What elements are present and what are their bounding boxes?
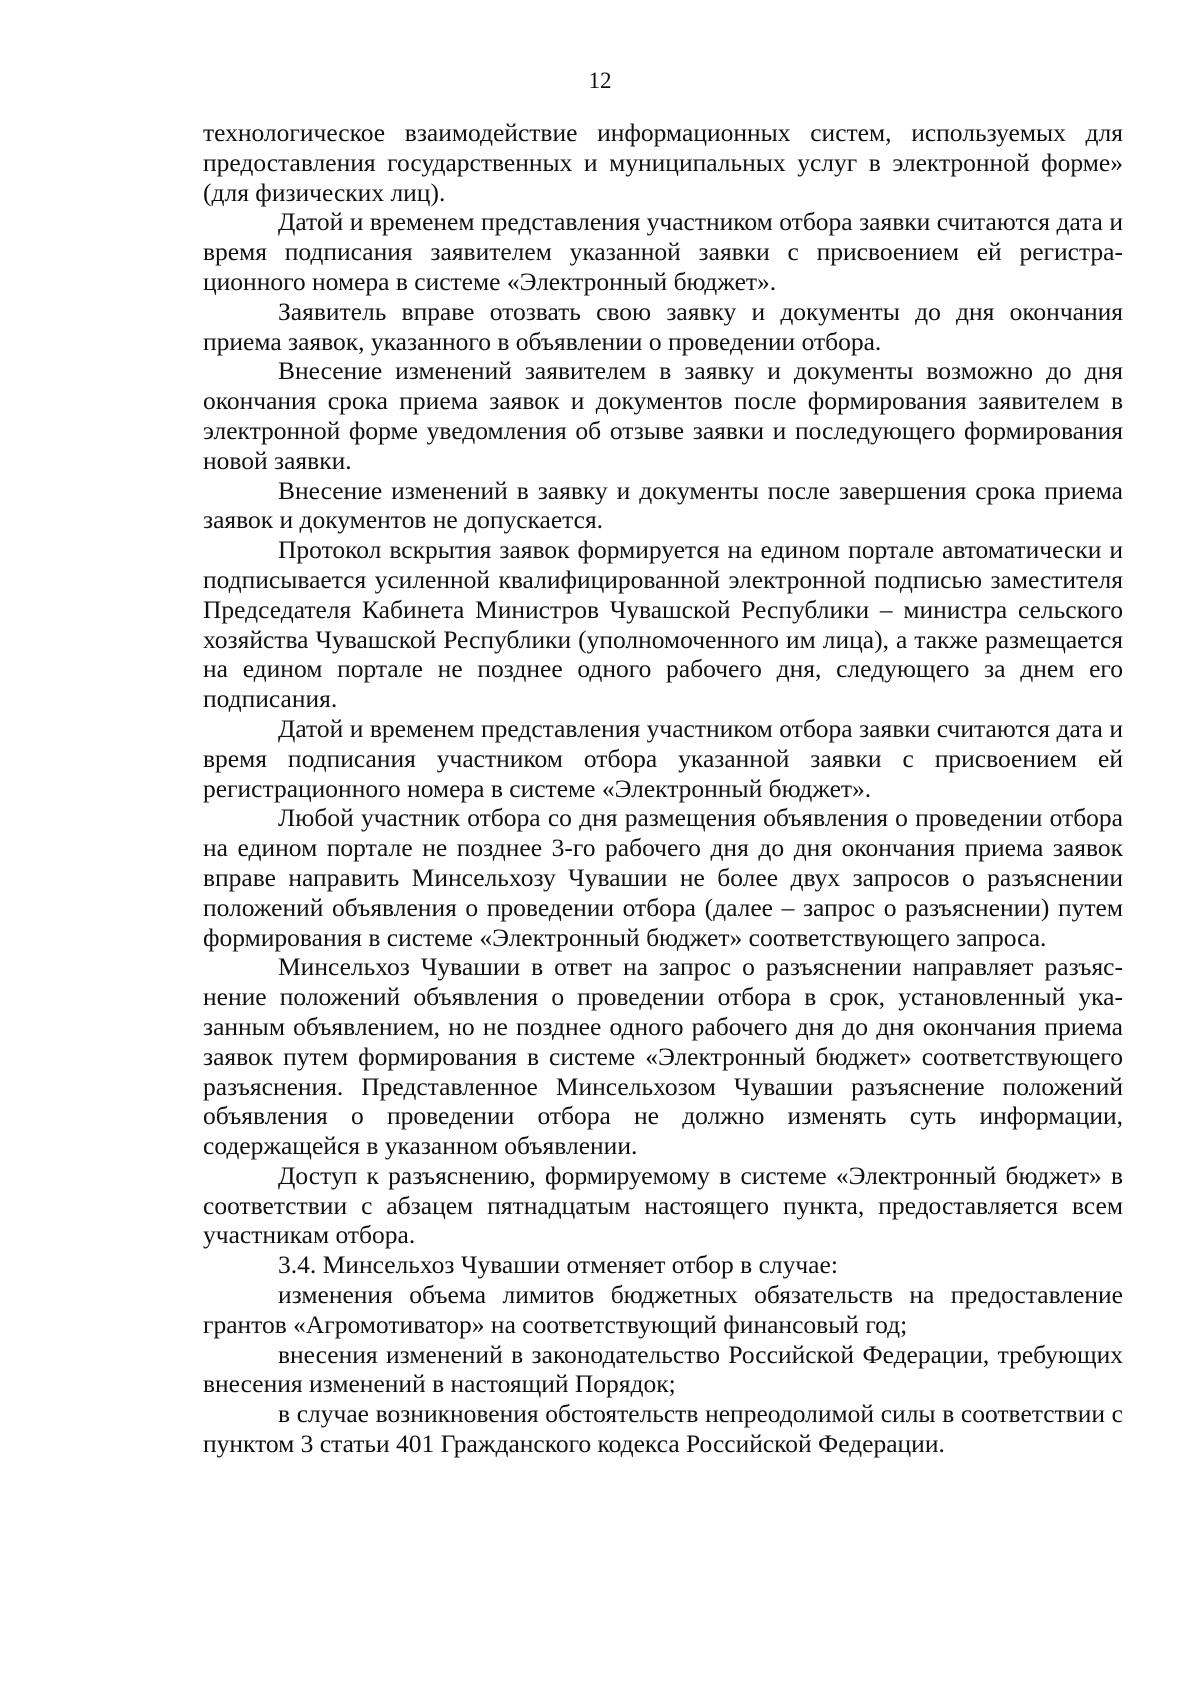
paragraph-amendments-deadline: Внесение изменений в заявку и документы после завершения срока приема заявок и документов не допускается. (203, 475, 1123, 535)
paragraph-participant-submission-date: Датой и временем представления участником отбора заявки считаются дата и время подписания участником отбора указанной заявки с присвоением ей регистрационного номера в системе «Электронный бюджет». (203, 713, 1123, 803)
page-number: 12 (588, 68, 612, 93)
paragraph-section-3-4: 3.4. Минсельхоз Чувашии отменяет отбор в случае: (278, 1250, 838, 1280)
paragraph-submission-date: Датой и временем представления участником отбора заявки считаются дата и время подписания заявителем указанной заявки с присвоением ей регистрационного номера в системе «Электронный бюджет». (203, 207, 1123, 296)
document-body (203, 118, 1123, 1459)
paragraph-cancel-reason-limits: изменения объема лимитов бюджетных обязательств на предоставление грантов «Агромотиватор» на соответствующий финансовый год; (203, 1280, 1123, 1339)
paragraph-clarification-response: Минсельхоз Чувашии в ответ на запрос о разъяснении направляет разъяснение положений объявления о проведении отбора в срок, установленный указанным объявлением, но не позднее одного рабочего дня до дня окончания приема заявок путем формирования в системе «Электронный бюджет» соответствующего разъяснения. Представленное Минсельхозом Чувашии разъяснение положений объявления о проведении отбора не должно изменять суть информации, содержащейся в указанном объявлении. (203, 952, 1123, 1161)
paragraph-cancel-reason-legislation: внесения изменений в законодательство Российской Федерации, требующих внесения изменений в настоящий Порядок; (203, 1339, 1123, 1399)
paragraph-amendments: Внесение изменений заявителем в заявку и документы возможно до дня окончания срока приема заявок и документов после формирования заявителем в электронной форме уведомления об отзыве заявки и последующего формирования новой заявки. (203, 356, 1123, 475)
paragraph-continuation: технологическое взаимодействие информационных систем, используемых для предоставления государственных и муниципальных услуг в электронной форме» (для физических лиц). (203, 118, 1123, 207)
paragraph-withdrawal: Заявитель вправе отозвать свою заявку и документы до дня окончания приема заявок, указанного в объявлении о проведении отбора. (203, 296, 1123, 356)
paragraph-clarification-request: Любой участник отбора со дня размещения объявления о проведении отбора на едином портале не позднее 3-го рабочего дня до дня окончания приема заявок вправе направить Минсельхозу Чувашии не более двух запросов о разъяснении положений объявления о проведении отбора (далее – запрос о разъяснении) путем формирования в системе «Электронный бюджет» соответствующего запроса. (203, 803, 1123, 952)
paragraph-opening-protocol: Протокол вскрытия заявок формируется на едином портале автоматически и подписывается усиленной квалифицированной электронной подписью заместителя Председателя Кабинета Министров Чувашской Республики – министра сельского хозяйства Чувашской Республики (уполномоченного им лица), а также размещается на едином портале не позднее одного рабочего дня, следующего за днем его подписания. (203, 535, 1123, 714)
paragraph-cancel-reason-force-majeure: в случае возникновения обстоятельств непреодолимой силы в соответствии с пунктом 3 статьи 401 Гражданского кодекса Российской Федерации. (203, 1399, 1123, 1459)
paragraph-clarification-access: Доступ к разъяснению, формируемому в системе «Электронный бюджет» в соответствии с абзацем пятнадцатым настоящего пункта, предоставляется всем участникам отбора. (203, 1160, 1123, 1250)
